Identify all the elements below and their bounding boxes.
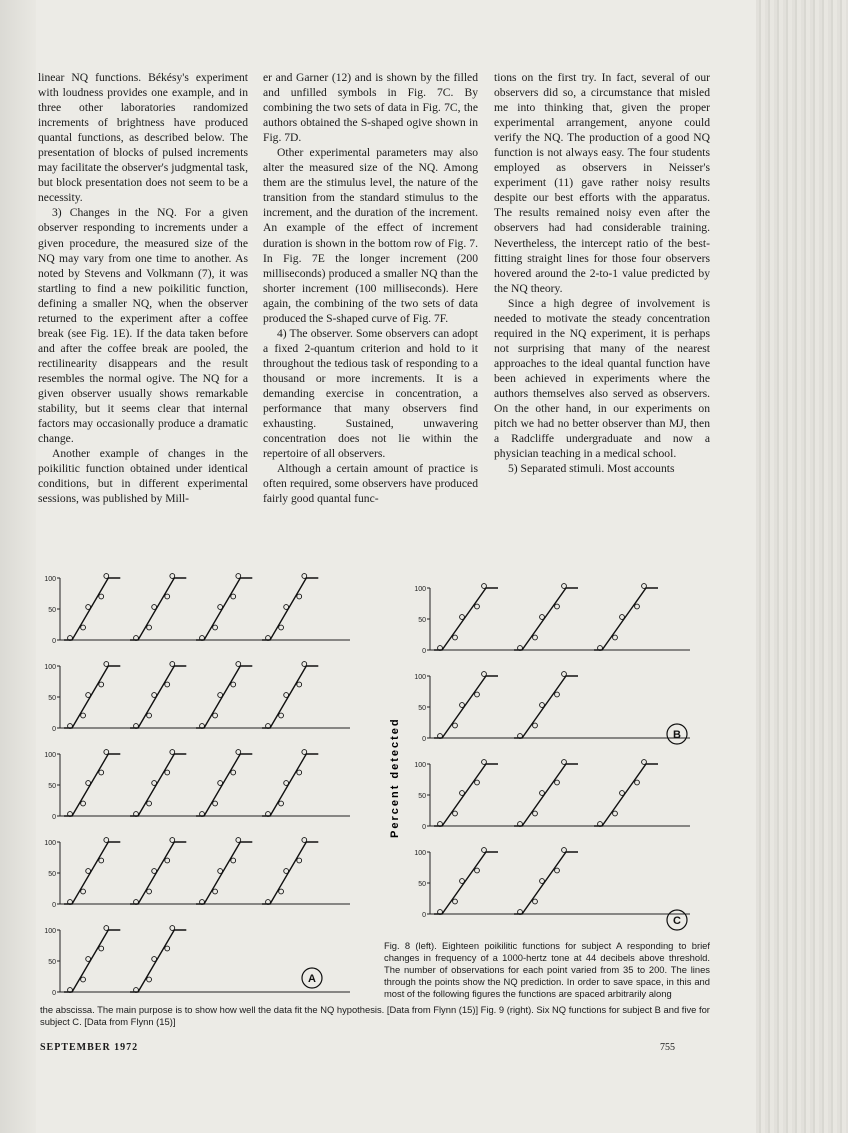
panel-label-a: A bbox=[308, 973, 316, 985]
data-point bbox=[104, 662, 109, 667]
y-tick-label: 50 bbox=[48, 695, 56, 702]
nq-prediction-line bbox=[64, 842, 120, 904]
data-point bbox=[284, 869, 289, 874]
y-tick-label: 100 bbox=[414, 586, 426, 593]
plot-row bbox=[44, 662, 350, 733]
data-point bbox=[213, 889, 218, 894]
data-point bbox=[302, 838, 307, 843]
y-tick-label: 50 bbox=[418, 705, 426, 712]
data-point bbox=[284, 693, 289, 698]
paragraph: Another example of changes in the poikilitic function obtained under identical conditions, but in different experimental sessions, was published by Mill- bbox=[38, 447, 248, 506]
paragraph: 3) Changes in the NQ. For a given observer responding to increments under a given procedure, the measured size of the NQ may vary from one time to another. As noted by Stevens and Volkmann (7), it was startling to find a new poikilitic function, defining a smaller NQ, when the observer returned to the experiment after a coffee break (see Fig. 1E). If the data taken before and after the coffee break are pooled, the rectilinearity disappears and the result resembles the normal ogive. The NQ for a given observer usually shows remarkable stability, but it seems clear that internal factors may occasionally produce a dramatic change. bbox=[38, 206, 248, 446]
data-point bbox=[613, 811, 618, 816]
nq-prediction-line bbox=[262, 578, 318, 640]
data-point bbox=[613, 635, 618, 640]
data-point bbox=[86, 957, 91, 962]
data-point bbox=[170, 838, 175, 843]
y-tick-label: 100 bbox=[44, 752, 56, 759]
data-point bbox=[642, 584, 647, 589]
data-point bbox=[540, 879, 545, 884]
data-point bbox=[81, 625, 86, 630]
y-tick-label: 0 bbox=[52, 638, 56, 645]
y-tick-label: 100 bbox=[414, 762, 426, 769]
figure-caption-continued: the abscissa. The main purpose is to show how well the data fit the NQ hypothesis. [Data from Flynn (15)] Fig. 9 (right). Six NQ functions for subject B and five for subject C. [Data from Flynn (15)] bbox=[40, 1004, 710, 1027]
data-point bbox=[562, 760, 567, 765]
data-point bbox=[284, 781, 289, 786]
nq-prediction-line bbox=[130, 754, 186, 816]
data-point bbox=[460, 615, 465, 620]
data-point bbox=[165, 594, 170, 599]
data-point bbox=[213, 801, 218, 806]
data-point bbox=[482, 672, 487, 677]
data-point bbox=[475, 780, 480, 785]
data-point bbox=[297, 594, 302, 599]
data-point bbox=[482, 848, 487, 853]
data-point bbox=[460, 703, 465, 708]
data-point bbox=[533, 723, 538, 728]
text-column-1 bbox=[38, 70, 248, 506]
nq-prediction-line bbox=[514, 764, 578, 826]
data-point bbox=[170, 574, 175, 579]
data-point bbox=[231, 682, 236, 687]
paragraph: Since a high degree of involvement is needed to motivate the steady concentration required in the NQ experiment, it is perhaps not surprising that many of the nearest approaches to the ideal quantal function have been achieved in experiments where the authors themselves also served as observers. On the other hand, in our experiments on pitch we had no better observer than MJ, then a Radcliffe undergraduate and now a physician teaching in a medical school. bbox=[494, 296, 710, 461]
y-tick-label: 0 bbox=[52, 726, 56, 733]
nq-prediction-line bbox=[514, 676, 578, 738]
y-tick-label: 100 bbox=[414, 674, 426, 681]
paragraph: tions on the first try. In fact, several of our observers did so, a circumstance that misled me into thinking that, given the proper experimental arrangement, anyone could verify the NQ. The production of a good NQ function is not always easy. The four students employed as observers in Neisser's experiment (11) gave rather noisy results despite our best efforts with the apparatus. The results remained noisy even after the observers had had considerable training. Nevertheless, the intercept ratio of the best-fitting straight lines for those four observers hovered around the 2-to-1 value predicted by the NQ theory. bbox=[494, 71, 710, 295]
y-tick-label: 100 bbox=[44, 576, 56, 583]
data-point bbox=[147, 977, 152, 982]
data-point bbox=[475, 868, 480, 873]
data-point bbox=[279, 889, 284, 894]
plot-row bbox=[414, 672, 690, 743]
data-point bbox=[86, 605, 91, 610]
y-tick-label: 0 bbox=[52, 814, 56, 821]
nq-prediction-line bbox=[434, 764, 498, 826]
nq-prediction-line bbox=[196, 666, 252, 728]
data-point bbox=[170, 926, 175, 931]
y-tick-label: 0 bbox=[52, 990, 56, 997]
data-point bbox=[99, 770, 104, 775]
data-point bbox=[482, 760, 487, 765]
data-point bbox=[104, 926, 109, 931]
y-tick-label: 50 bbox=[48, 783, 56, 790]
data-point bbox=[81, 889, 86, 894]
data-point bbox=[284, 605, 289, 610]
paragraph: 5) Separated stimuli. Most accounts bbox=[508, 462, 675, 476]
data-point bbox=[152, 957, 157, 962]
data-point bbox=[540, 703, 545, 708]
y-tick-label: 100 bbox=[44, 664, 56, 671]
data-point bbox=[218, 605, 223, 610]
data-point bbox=[165, 946, 170, 951]
data-point bbox=[635, 604, 640, 609]
data-point bbox=[213, 625, 218, 630]
data-point bbox=[540, 791, 545, 796]
nq-prediction-line bbox=[130, 930, 186, 992]
data-point bbox=[555, 868, 560, 873]
figure-caption: Fig. 8 (left). Eighteen poikilitic functions for subject A responding to brief changes in frequency of a 1000-hertz tone at 44 decibels above threshold. The number of observations for each point varied from 35 to 200. The lines through the points show the NQ prediction. In order to save space, in this and most of the following figures the functions are spaced arbitrarily along bbox=[384, 940, 710, 999]
data-point bbox=[81, 977, 86, 982]
data-point bbox=[236, 662, 241, 667]
paragraph: Although a certain amount of practice is often required, some observers have produced fairly good quantal func- bbox=[263, 462, 478, 506]
data-point bbox=[562, 672, 567, 677]
nq-prediction-line bbox=[130, 578, 186, 640]
data-point bbox=[453, 899, 458, 904]
y-tick-label: 0 bbox=[422, 912, 426, 919]
data-point bbox=[152, 693, 157, 698]
data-point bbox=[99, 858, 104, 863]
data-point bbox=[104, 750, 109, 755]
plot-row bbox=[44, 750, 350, 821]
footer-date: SEPTEMBER 1972 bbox=[40, 1042, 139, 1053]
text-column-2 bbox=[263, 70, 478, 506]
data-point bbox=[86, 693, 91, 698]
nq-prediction-line bbox=[196, 578, 252, 640]
data-point bbox=[555, 692, 560, 697]
nq-prediction-line bbox=[64, 754, 120, 816]
paragraph: Other experimental parameters may also alter the measured size of the NQ. Among them are the stimulus level, the nature of the transition from the standard stimulus to the increment, and the duration of the increment. An example of the effect of increment duration is shown in the bottom row of Fig. 7. In Fig. 7E the longer increment (200 milliseconds) produced a smaller NQ than the shorter increment (100 milliseconds). Here again, the combining of the two sets of data produced the S-shaped curve of Fig. 7F. bbox=[263, 146, 478, 325]
data-point bbox=[533, 899, 538, 904]
text-column-3 bbox=[494, 70, 710, 476]
data-point bbox=[81, 801, 86, 806]
data-point bbox=[86, 781, 91, 786]
data-point bbox=[475, 604, 480, 609]
nq-prediction-line bbox=[196, 842, 252, 904]
nq-prediction-line bbox=[262, 754, 318, 816]
nq-prediction-line bbox=[64, 666, 120, 728]
data-point bbox=[562, 848, 567, 853]
data-point bbox=[620, 615, 625, 620]
data-point bbox=[482, 584, 487, 589]
data-point bbox=[170, 750, 175, 755]
y-tick-label: 50 bbox=[418, 793, 426, 800]
paragraph: linear NQ functions. Békésy's experiment with loudness provides one example, and in three other laboratories randomized increments of brightness have produced quantal functions, as described below. The presentation of blocks of pulsed increments may facilitate the observer's judgmental task, but block presentation does not seem to be a necessity. bbox=[38, 71, 248, 205]
data-point bbox=[562, 584, 567, 589]
data-point bbox=[302, 750, 307, 755]
data-point bbox=[236, 750, 241, 755]
data-point bbox=[453, 635, 458, 640]
data-point bbox=[460, 791, 465, 796]
nq-prediction-line bbox=[130, 842, 186, 904]
data-point bbox=[453, 811, 458, 816]
y-tick-label: 100 bbox=[44, 928, 56, 935]
data-point bbox=[147, 713, 152, 718]
plot-row bbox=[44, 838, 350, 909]
data-point bbox=[147, 625, 152, 630]
data-point bbox=[99, 682, 104, 687]
data-point bbox=[297, 770, 302, 775]
nq-prediction-line bbox=[196, 754, 252, 816]
nq-prediction-line bbox=[594, 764, 658, 826]
data-point bbox=[165, 682, 170, 687]
y-axis-label bbox=[381, 700, 405, 840]
y-tick-label: 50 bbox=[418, 881, 426, 888]
nq-prediction-line bbox=[434, 852, 498, 914]
paragraph: er and Garner (12) and is shown by the filled and unfilled symbols in Fig. 7C. By combining the two sets of data in Fig. 7C, the authors obtained the S-shaped ogive shown in Fig. 7D. bbox=[263, 71, 478, 145]
nq-prediction-line bbox=[434, 588, 498, 650]
nq-prediction-line bbox=[514, 852, 578, 914]
data-point bbox=[297, 682, 302, 687]
data-point bbox=[460, 879, 465, 884]
data-point bbox=[555, 604, 560, 609]
data-point bbox=[147, 889, 152, 894]
y-tick-label: 100 bbox=[414, 850, 426, 857]
data-point bbox=[453, 723, 458, 728]
plot-row bbox=[44, 574, 350, 645]
data-point bbox=[642, 760, 647, 765]
data-point bbox=[236, 574, 241, 579]
data-point bbox=[170, 662, 175, 667]
data-point bbox=[218, 869, 223, 874]
data-point bbox=[231, 858, 236, 863]
y-tick-label: 50 bbox=[48, 607, 56, 614]
nq-prediction-line bbox=[64, 578, 120, 640]
nq-prediction-line bbox=[514, 588, 578, 650]
y-tick-label: 0 bbox=[52, 902, 56, 909]
panel-label-c: C bbox=[673, 915, 681, 927]
data-point bbox=[86, 869, 91, 874]
data-point bbox=[147, 801, 152, 806]
data-point bbox=[540, 615, 545, 620]
data-point bbox=[99, 594, 104, 599]
plot-row bbox=[44, 926, 350, 997]
scan-right-edge bbox=[756, 0, 848, 1133]
data-point bbox=[218, 693, 223, 698]
figure-9-plots bbox=[400, 570, 700, 950]
data-point bbox=[231, 770, 236, 775]
data-point bbox=[279, 801, 284, 806]
nq-prediction-line bbox=[434, 676, 498, 738]
data-point bbox=[152, 781, 157, 786]
data-point bbox=[81, 713, 86, 718]
data-point bbox=[279, 625, 284, 630]
data-point bbox=[555, 780, 560, 785]
data-point bbox=[231, 594, 236, 599]
data-point bbox=[165, 770, 170, 775]
data-point bbox=[104, 574, 109, 579]
y-tick-label: 50 bbox=[48, 959, 56, 966]
data-point bbox=[165, 858, 170, 863]
data-point bbox=[279, 713, 284, 718]
data-point bbox=[152, 605, 157, 610]
y-tick-label: 100 bbox=[44, 840, 56, 847]
nq-prediction-line bbox=[594, 588, 658, 650]
paragraph: 4) The observer. Some observers can adopt a fixed 2-quantum criterion and hold to it throughout the tedious task of responding to a thousand or more increments. It is a demanding exercise in concentration, a performance that many observers find exhausting. Sustained, unwavering concentration does not lie within the repertoire of all observers. bbox=[263, 326, 478, 461]
y-tick-label: 0 bbox=[422, 736, 426, 743]
data-point bbox=[475, 692, 480, 697]
page-number: 755 bbox=[660, 1042, 675, 1053]
data-point bbox=[152, 869, 157, 874]
figure-8-plots bbox=[20, 560, 400, 1000]
data-point bbox=[302, 662, 307, 667]
y-tick-label: 0 bbox=[422, 824, 426, 831]
data-point bbox=[236, 838, 241, 843]
plot-row bbox=[414, 584, 690, 655]
data-point bbox=[104, 838, 109, 843]
data-point bbox=[533, 635, 538, 640]
plot-row bbox=[414, 760, 690, 831]
nq-prediction-line bbox=[262, 842, 318, 904]
y-tick-label: 50 bbox=[48, 871, 56, 878]
nq-prediction-line bbox=[64, 930, 120, 992]
data-point bbox=[302, 574, 307, 579]
data-point bbox=[533, 811, 538, 816]
panel-label-b: B bbox=[673, 729, 681, 741]
y-tick-label: 50 bbox=[418, 617, 426, 624]
data-point bbox=[297, 858, 302, 863]
y-tick-label: 0 bbox=[422, 648, 426, 655]
y-axis-label-text: Percent detected bbox=[389, 717, 401, 838]
nq-prediction-line bbox=[130, 666, 186, 728]
data-point bbox=[620, 791, 625, 796]
plot-row bbox=[414, 848, 690, 919]
data-point bbox=[99, 946, 104, 951]
data-point bbox=[213, 713, 218, 718]
data-point bbox=[218, 781, 223, 786]
data-point bbox=[635, 780, 640, 785]
nq-prediction-line bbox=[262, 666, 318, 728]
